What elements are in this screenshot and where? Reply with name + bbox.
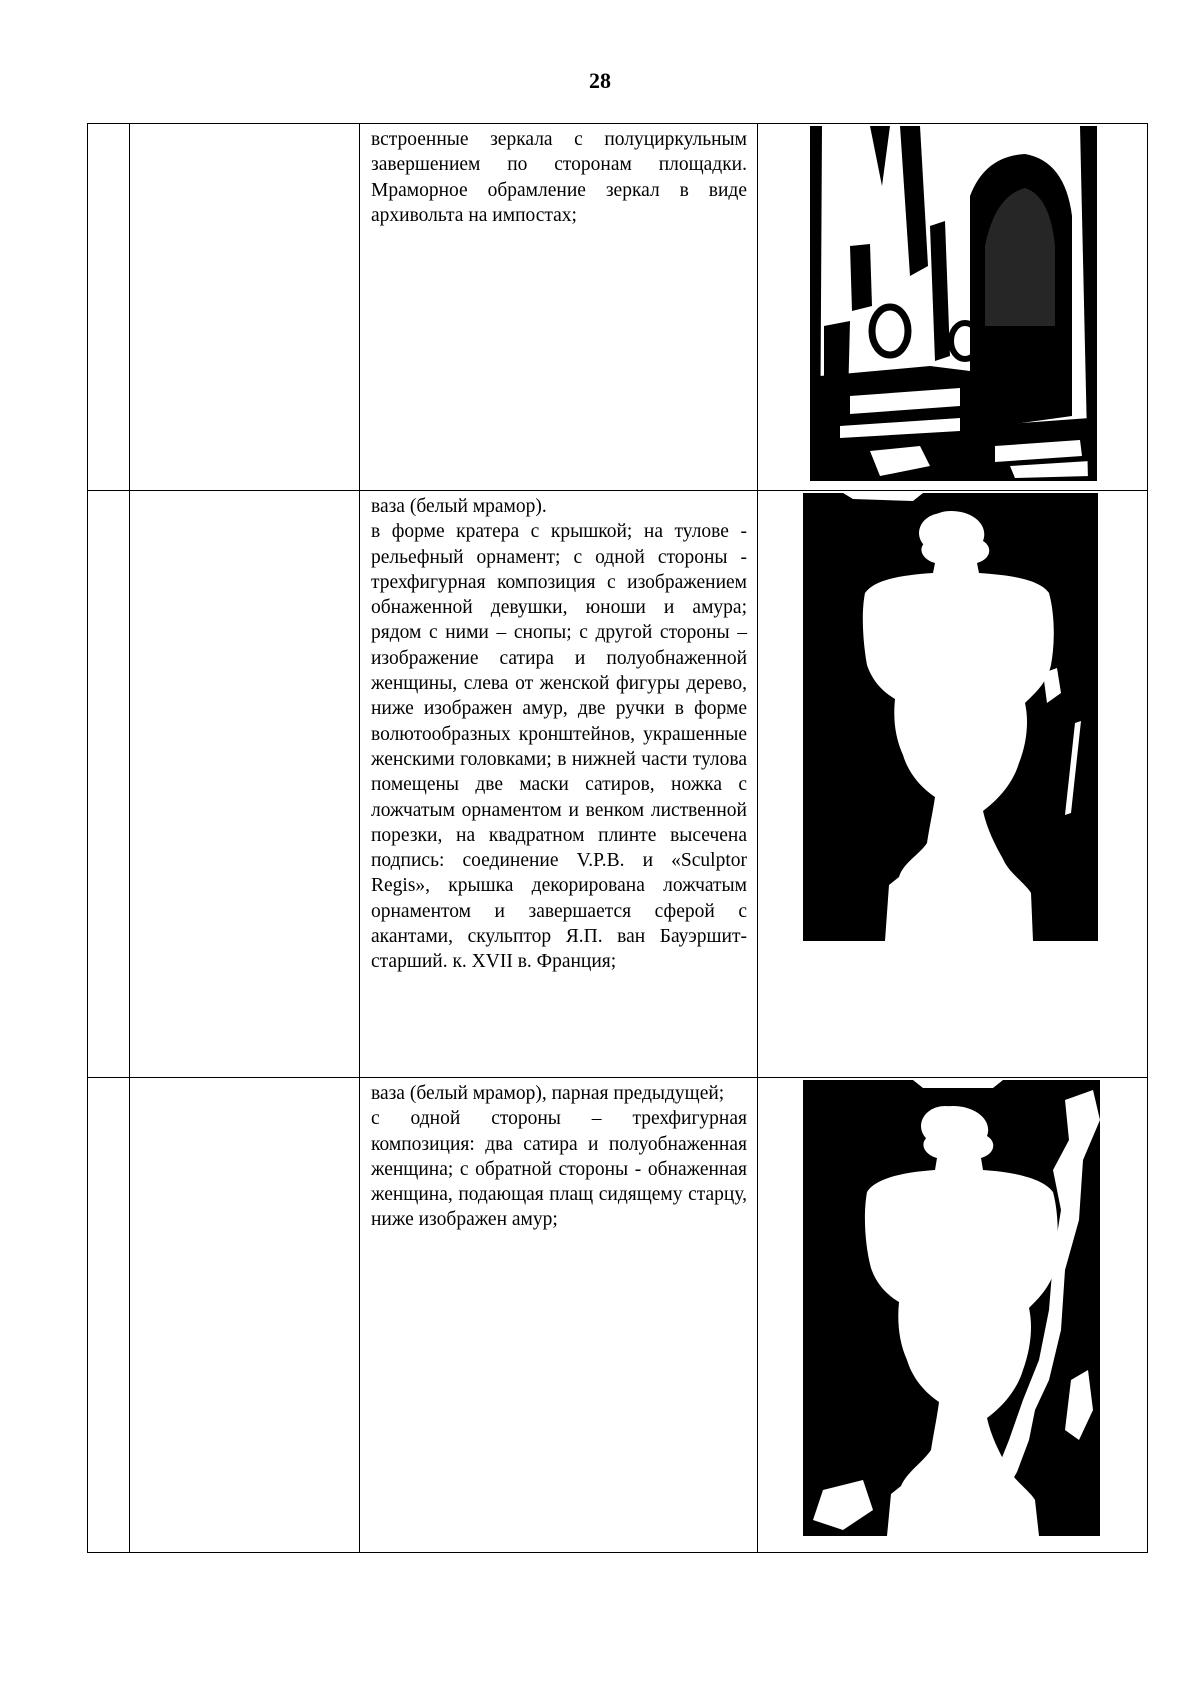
description-heading: ваза (белый мрамор), парная предыдущей; [371,1083,725,1104]
name-cell [130,1078,360,1553]
description-cell [360,491,758,1078]
number-cell [88,1078,130,1553]
description-cell [360,124,758,491]
name-cell [130,124,360,491]
table-row [88,124,1148,491]
name-cell [130,491,360,1078]
photo-cell [758,124,1148,491]
number-cell [88,491,130,1078]
number-cell [88,124,130,491]
object-register-table [87,123,1148,1553]
staircase-interior-photo [810,126,1097,481]
description-heading: ваза (белый мрамор). [371,496,547,517]
table-row [88,1078,1148,1553]
table-row [88,491,1148,1078]
description-text: в форме кратера с крышкой; на тулове - рельефный орнамент; с одной стороны - трехфигурная композиция с изображением обнаженной девушки, юноши и амура; рядом с ними – снопы; с другой стороны – изображение сатира и полуобнаженной женщины, слева от женской фигуры дерево, ниже изображен амур, две ручки в форме волютообразных кронштейнов, украшенные женскими головками; в нижней части тулова помещены две маски сатиров, ножка с ложчатым орнаментом и венком лиственной порезки, на квадратном плинте высечена подпись: соединение V.P.B. и «Sculptor Regis», крышка декорирована ложчатым орнаментом и завершается сферой с акантами, скульптор Я.П. ван Бауэршит-старший. к. XVII в. Франция; [371,521,747,973]
description-cell [360,1078,758,1553]
photo-cell [758,1078,1148,1553]
paired-marble-vase-photo [803,1080,1100,1536]
description-text: с одной стороны – трехфигурная композиция: два сатира и полуобнаженная женщина; с обратной стороны - обнаженная женщина, подающая плащ сидящему старцу, ниже изображен амур; [371,1108,747,1231]
description-text: встроенные зеркала с полуциркульным завершением по сторонам площадки. Мраморное обрамление зеркал в виде архивольта на импостах; [371,129,747,226]
marble-vase-photo [803,493,1098,941]
photo-cell [758,491,1148,1078]
page-number: 28 [589,68,611,93]
